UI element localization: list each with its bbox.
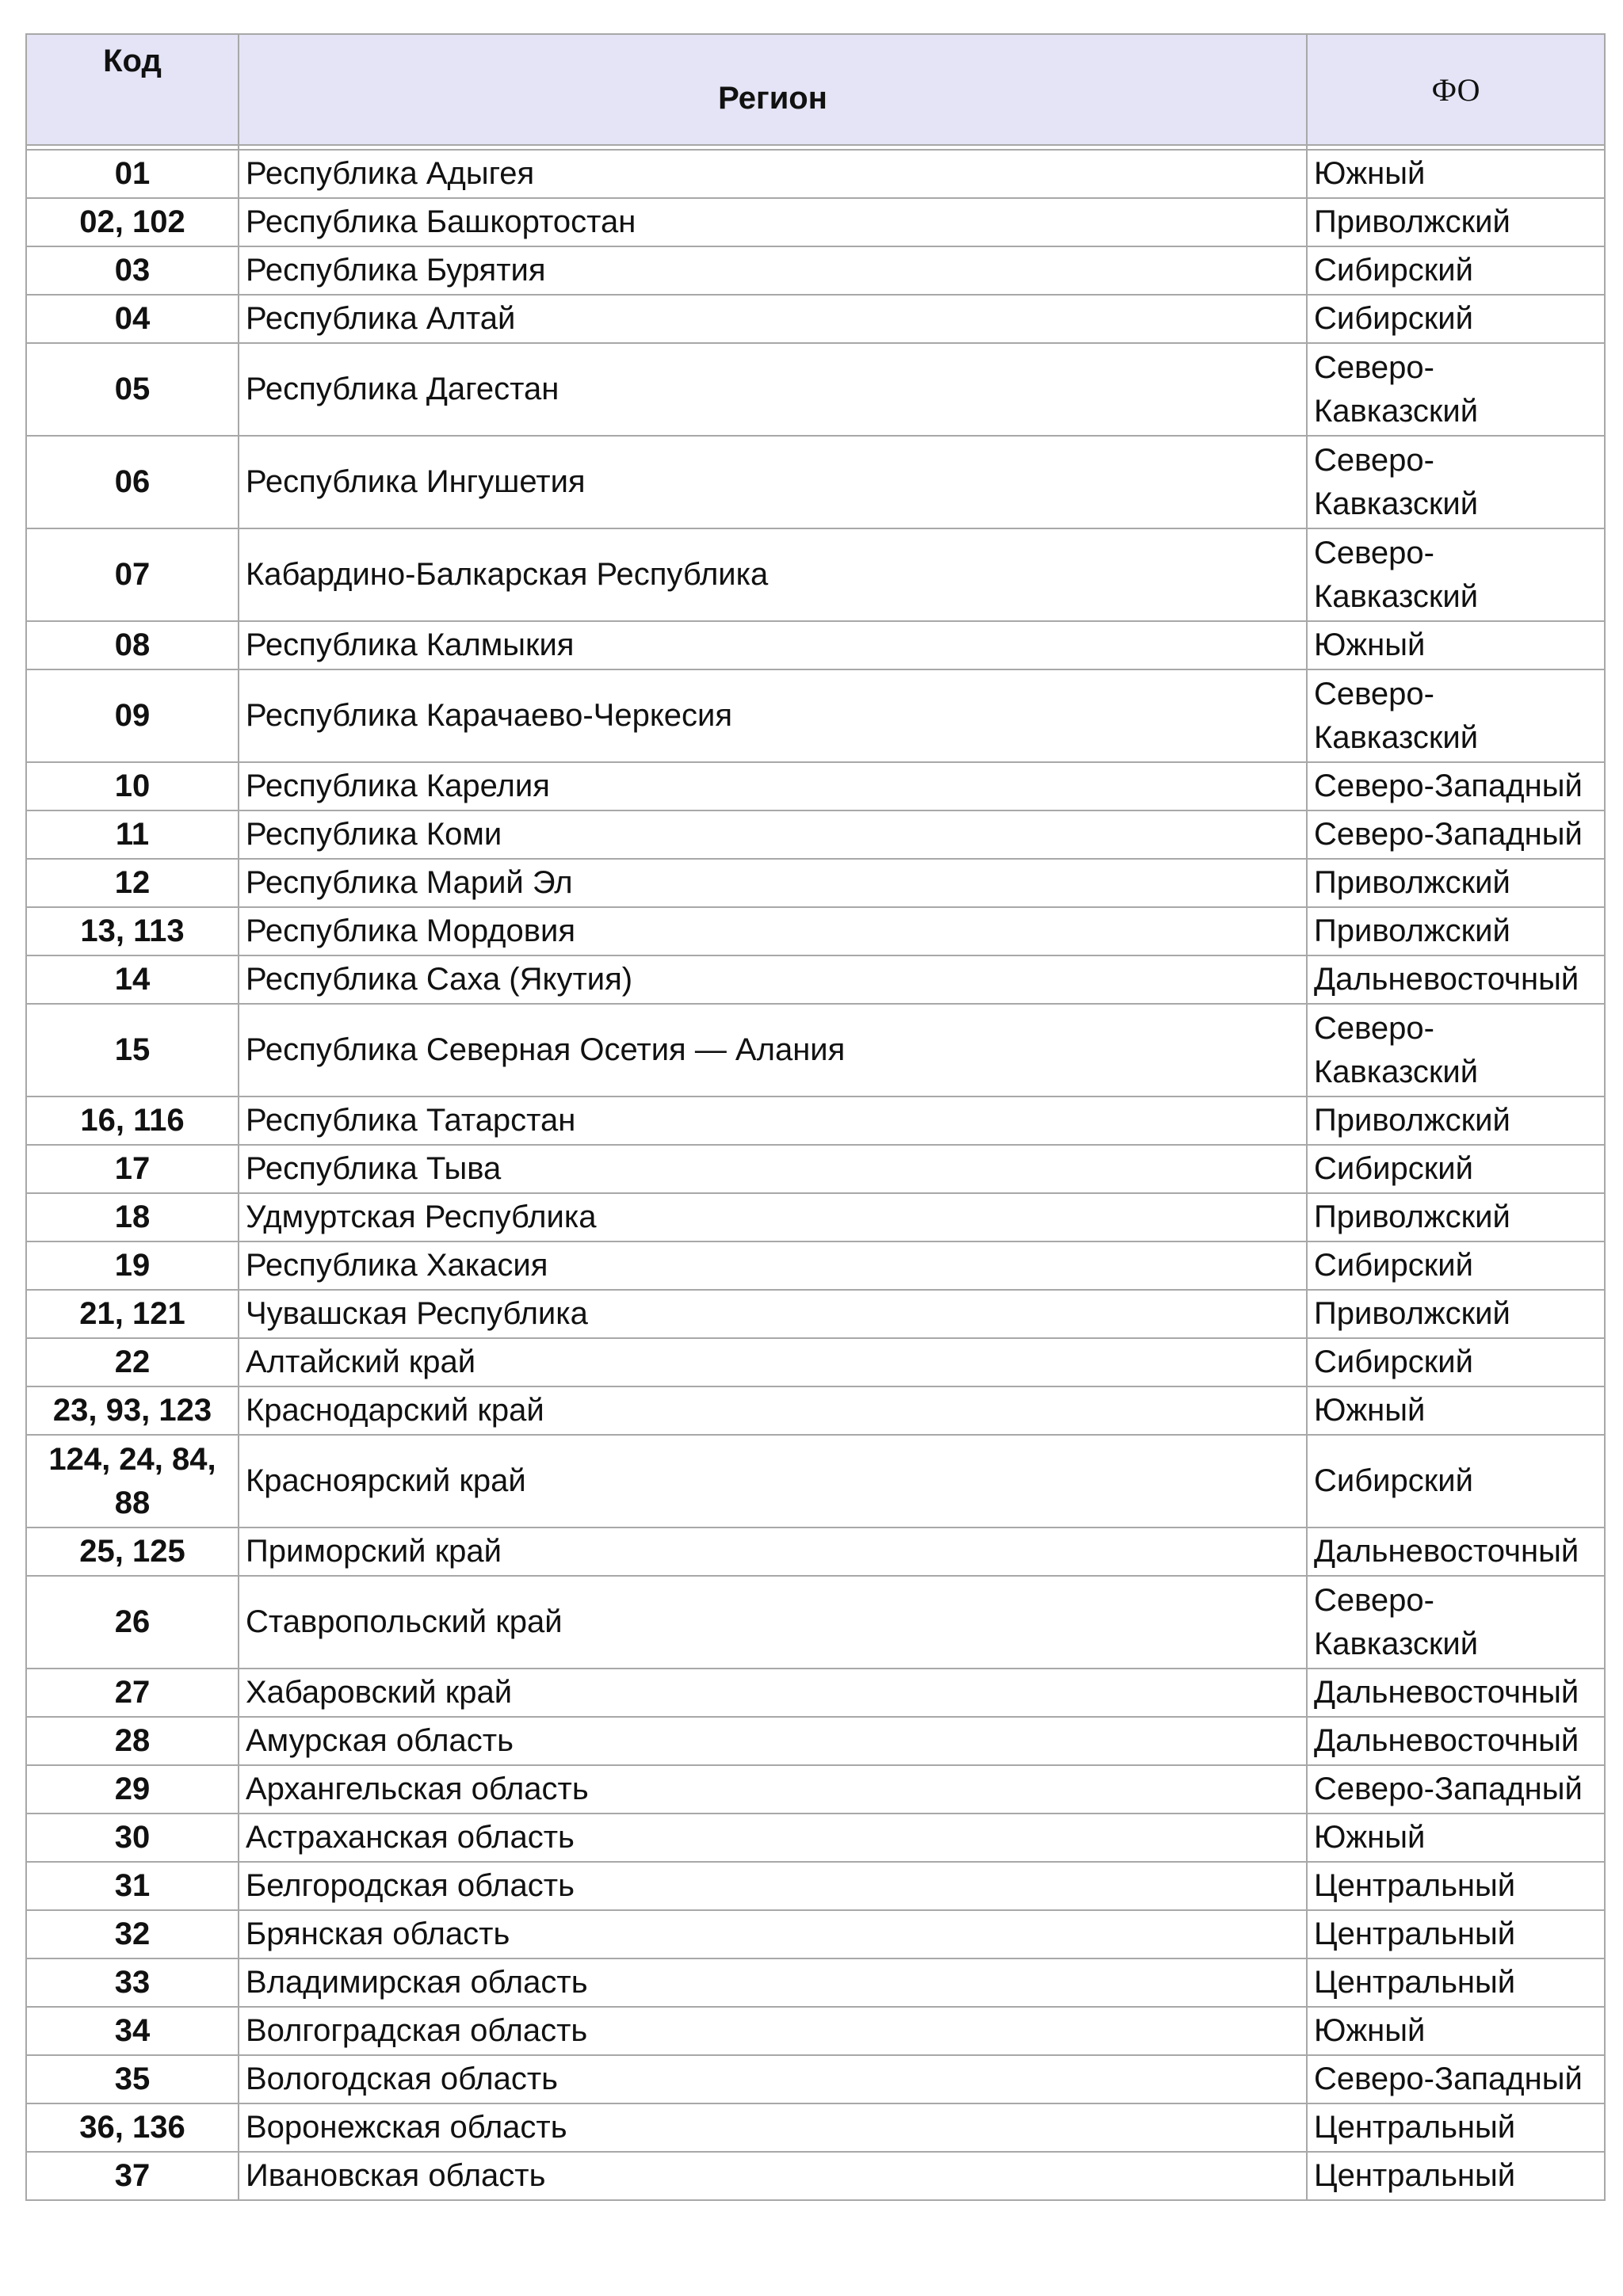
code-cell: 17	[26, 1145, 239, 1193]
region-cell: Приморский край	[239, 1527, 1307, 1576]
table-row	[26, 295, 1605, 343]
region-cell: Республика Коми	[239, 810, 1307, 859]
code-cell: 13, 113	[26, 907, 239, 955]
table-row	[26, 1814, 1605, 1862]
region-cell: Республика Карелия	[239, 762, 1307, 810]
table-body	[26, 145, 1605, 2200]
table-row	[26, 1386, 1605, 1435]
table-row	[26, 1958, 1605, 2007]
table-row	[26, 436, 1605, 528]
federal-district-cell: Северо-Кавказский	[1307, 343, 1605, 436]
region-cell: Волгоградская область	[239, 2007, 1307, 2055]
region-cell: Республика Марий Эл	[239, 859, 1307, 907]
region-cell: Чувашская Республика	[239, 1290, 1307, 1338]
federal-district-cell: Северо-Западный	[1307, 2055, 1605, 2103]
code-cell: 35	[26, 2055, 239, 2103]
region-cell: Республика Дагестан	[239, 343, 1307, 436]
code-cell: 14	[26, 955, 239, 1004]
region-cell: Краснодарский край	[239, 1386, 1307, 1435]
region-codes-table	[25, 33, 1606, 2201]
code-cell: 15	[26, 1004, 239, 1097]
federal-district-cell: Приволжский	[1307, 859, 1605, 907]
table-row	[26, 1765, 1605, 1814]
code-cell: 04	[26, 295, 239, 343]
code-cell: 31	[26, 1862, 239, 1910]
table-row	[26, 1862, 1605, 1910]
federal-district-cell: Северо-Кавказский	[1307, 436, 1605, 528]
code-cell: 26	[26, 1576, 239, 1669]
federal-district-cell: Северо-Западный	[1307, 1765, 1605, 1814]
region-cell: Республика Башкортостан	[239, 198, 1307, 246]
region-cell: Республика Алтай	[239, 295, 1307, 343]
table-row	[26, 1527, 1605, 1576]
table-row	[26, 1435, 1605, 1527]
header-region: Регион	[239, 34, 1307, 145]
region-cell: Республика Мордовия	[239, 907, 1307, 955]
table-row	[26, 1004, 1605, 1097]
code-cell: 09	[26, 669, 239, 762]
code-cell: 19	[26, 1241, 239, 1290]
code-cell: 23, 93, 123	[26, 1386, 239, 1435]
table-row	[26, 907, 1605, 955]
table-row	[26, 1145, 1605, 1193]
federal-district-cell: Сибирский	[1307, 1338, 1605, 1386]
federal-district-cell: Центральный	[1307, 2152, 1605, 2200]
federal-district-cell: Приволжский	[1307, 907, 1605, 955]
region-cell: Республика Ингушетия	[239, 436, 1307, 528]
federal-district-cell: Северо-Кавказский	[1307, 1004, 1605, 1097]
region-cell: Амурская область	[239, 1717, 1307, 1765]
federal-district-cell: Дальневосточный	[1307, 1669, 1605, 1717]
region-codes-table-wrapper	[25, 33, 1604, 2201]
federal-district-cell: Дальневосточный	[1307, 1527, 1605, 1576]
code-cell: 29	[26, 1765, 239, 1814]
federal-district-cell: Южный	[1307, 150, 1605, 198]
code-cell: 36, 136	[26, 2103, 239, 2152]
region-cell: Республика Калмыкия	[239, 621, 1307, 669]
federal-district-cell: Дальневосточный	[1307, 955, 1605, 1004]
federal-district-cell: Сибирский	[1307, 246, 1605, 295]
federal-district-cell: Сибирский	[1307, 1241, 1605, 1290]
federal-district-cell: Приволжский	[1307, 1097, 1605, 1145]
code-cell: 30	[26, 1814, 239, 1862]
federal-district-cell: Северо-Западный	[1307, 810, 1605, 859]
federal-district-cell: Приволжский	[1307, 1290, 1605, 1338]
federal-district-cell: Центральный	[1307, 1958, 1605, 2007]
federal-district-cell: Северо-Кавказский	[1307, 1576, 1605, 1669]
region-cell: Республика Хакасия	[239, 1241, 1307, 1290]
region-cell: Республика Адыгея	[239, 150, 1307, 198]
code-cell: 27	[26, 1669, 239, 1717]
code-cell: 03	[26, 246, 239, 295]
table-row	[26, 2055, 1605, 2103]
code-cell: 124, 24, 84, 88	[26, 1435, 239, 1527]
region-cell: Брянская область	[239, 1910, 1307, 1958]
federal-district-cell: Центральный	[1307, 1910, 1605, 1958]
table-row	[26, 150, 1605, 198]
federal-district-cell: Дальневосточный	[1307, 1717, 1605, 1765]
region-cell: Вологодская область	[239, 2055, 1307, 2103]
federal-district-cell: Сибирский	[1307, 295, 1605, 343]
table-row	[26, 1193, 1605, 1241]
code-cell: 25, 125	[26, 1527, 239, 1576]
table-row	[26, 2007, 1605, 2055]
code-cell: 10	[26, 762, 239, 810]
table-row	[26, 2103, 1605, 2152]
table-row	[26, 1241, 1605, 1290]
region-cell: Хабаровский край	[239, 1669, 1307, 1717]
code-cell: 32	[26, 1910, 239, 1958]
region-cell: Удмуртская Республика	[239, 1193, 1307, 1241]
region-cell: Воронежская область	[239, 2103, 1307, 2152]
region-cell: Республика Саха (Якутия)	[239, 955, 1307, 1004]
federal-district-cell: Центральный	[1307, 2103, 1605, 2152]
code-cell: 06	[26, 436, 239, 528]
table-row	[26, 859, 1605, 907]
header-federal-district: ФО	[1307, 34, 1605, 145]
code-cell: 22	[26, 1338, 239, 1386]
table-row	[26, 198, 1605, 246]
code-cell: 37	[26, 2152, 239, 2200]
code-cell: 05	[26, 343, 239, 436]
region-cell: Республика Карачаево-Черкесия	[239, 669, 1307, 762]
federal-district-cell: Южный	[1307, 621, 1605, 669]
federal-district-cell: Северо-Западный	[1307, 762, 1605, 810]
region-cell: Алтайский край	[239, 1338, 1307, 1386]
federal-district-cell: Сибирский	[1307, 1435, 1605, 1527]
federal-district-cell: Приволжский	[1307, 198, 1605, 246]
table-row	[26, 246, 1605, 295]
table-row	[26, 669, 1605, 762]
code-cell: 28	[26, 1717, 239, 1765]
federal-district-cell: Северо-Кавказский	[1307, 528, 1605, 621]
table-row	[26, 762, 1605, 810]
table-row	[26, 955, 1605, 1004]
table-row	[26, 621, 1605, 669]
code-cell: 02, 102	[26, 198, 239, 246]
header-code: Код	[26, 34, 239, 145]
code-cell: 01	[26, 150, 239, 198]
region-cell: Белгородская область	[239, 1862, 1307, 1910]
table-row	[26, 343, 1605, 436]
region-cell: Республика Бурятия	[239, 246, 1307, 295]
table-row	[26, 2152, 1605, 2200]
header-row	[26, 34, 1605, 145]
region-cell: Астраханская область	[239, 1814, 1307, 1862]
federal-district-cell: Северо-Кавказский	[1307, 669, 1605, 762]
federal-district-cell: Сибирский	[1307, 1145, 1605, 1193]
region-cell: Красноярский край	[239, 1435, 1307, 1527]
code-cell: 34	[26, 2007, 239, 2055]
code-cell: 07	[26, 528, 239, 621]
federal-district-cell: Приволжский	[1307, 1193, 1605, 1241]
region-cell: Владимирская область	[239, 1958, 1307, 2007]
table-row	[26, 1097, 1605, 1145]
code-cell: 16, 116	[26, 1097, 239, 1145]
region-cell: Ставропольский край	[239, 1576, 1307, 1669]
federal-district-cell: Центральный	[1307, 1862, 1605, 1910]
code-cell: 33	[26, 1958, 239, 2007]
federal-district-cell: Южный	[1307, 2007, 1605, 2055]
federal-district-cell: Южный	[1307, 1386, 1605, 1435]
table-row	[26, 1669, 1605, 1717]
federal-district-cell: Южный	[1307, 1814, 1605, 1862]
table-row	[26, 810, 1605, 859]
table-row	[26, 528, 1605, 621]
table-row	[26, 1717, 1605, 1765]
code-cell: 08	[26, 621, 239, 669]
code-cell: 21, 121	[26, 1290, 239, 1338]
table-row	[26, 1290, 1605, 1338]
table-row	[26, 1338, 1605, 1386]
table-row	[26, 1910, 1605, 1958]
code-cell: 12	[26, 859, 239, 907]
region-cell: Республика Татарстан	[239, 1097, 1307, 1145]
table-row	[26, 1576, 1605, 1669]
region-cell: Республика Тыва	[239, 1145, 1307, 1193]
code-cell: 11	[26, 810, 239, 859]
region-cell: Республика Северная Осетия — Алания	[239, 1004, 1307, 1097]
table-header	[26, 34, 1605, 145]
region-cell: Ивановская область	[239, 2152, 1307, 2200]
region-cell: Архангельская область	[239, 1765, 1307, 1814]
region-cell: Кабардино-Балкарская Республика	[239, 528, 1307, 621]
code-cell: 18	[26, 1193, 239, 1241]
